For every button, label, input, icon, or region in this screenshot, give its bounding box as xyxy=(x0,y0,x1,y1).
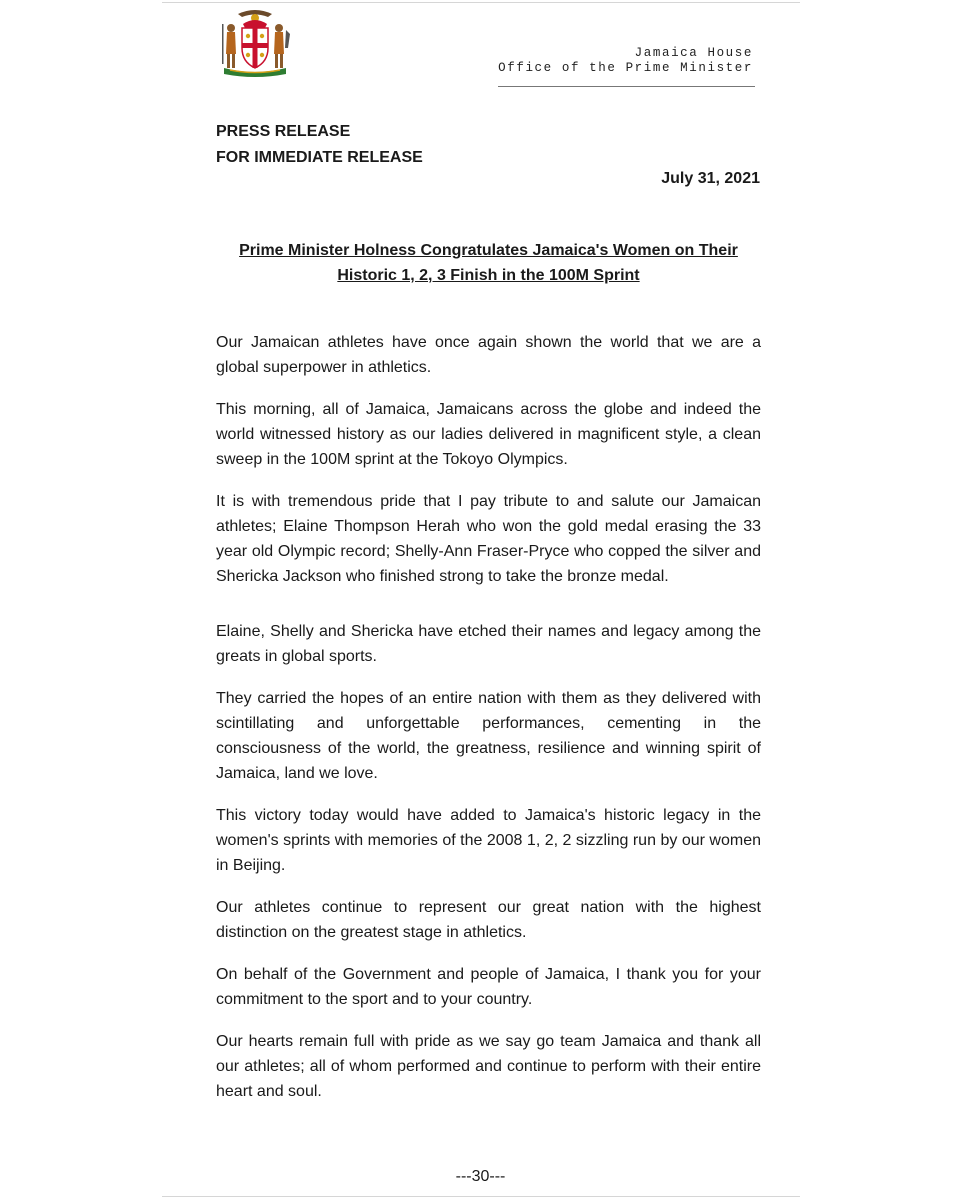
letterhead-line-2: Office of the Prime Minister xyxy=(498,61,753,75)
release-body xyxy=(216,330,761,1121)
paragraph: This morning, all of Jamaica, Jamaicans across the globe and indeed the world witnessed history as our ladies delivered in magnificent style, a clean sweep in the 100M sprint at the Tokoyo Olympics. xyxy=(216,401,761,468)
paragraph: Our Jamaican athletes have once again shown the world that we are a global superpower in athletics. xyxy=(216,334,761,376)
headline xyxy=(216,238,761,288)
headline-line-1: Prime Minister Holness Congratulates Jamaica's Women on Their xyxy=(239,242,738,259)
jamaica-coat-of-arms-icon xyxy=(216,4,294,78)
paragraph: Elaine, Shelly and Shericka have etched their names and legacy among the greats in global sports. xyxy=(216,623,761,665)
letterhead-line-1: Jamaica House xyxy=(634,46,753,60)
paragraph: Our hearts remain full with pride as we say go team Jamaica and thank all our athletes; all of whom performed and continue to perform with their entire heart and soul. xyxy=(216,1033,761,1100)
page-top-border xyxy=(162,2,800,3)
release-labels xyxy=(216,119,423,171)
press-release-label: PRESS RELEASE xyxy=(216,123,351,140)
paragraph: On behalf of the Government and people of Jamaica, I thank you for your commitment to the sport and to your country. xyxy=(216,966,761,1008)
paragraph: They carried the hopes of an entire nation with them as they delivered with scintillating and unforgettable performances, cementing in the consciousness of the world, the greatness, resilience and winning spirit of Jamaica, land we love. xyxy=(216,690,761,782)
paragraph: Our athletes continue to represent our great nation with the highest distinction on the greatest stage in athletics. xyxy=(216,899,761,941)
immediate-release-label: FOR IMMEDIATE RELEASE xyxy=(216,149,423,166)
end-mark: ---30--- xyxy=(455,1168,506,1185)
letterhead xyxy=(498,46,753,76)
release-date: July 31, 2021 xyxy=(661,170,760,187)
page-bottom-border xyxy=(162,1196,800,1197)
headline-line-2: Historic 1, 2, 3 Finish in the 100M Sprint xyxy=(337,267,640,284)
letterhead-rule xyxy=(498,86,755,87)
paragraph: This victory today would have added to Jamaica's historic legacy in the women's sprints with memories of the 2008 1, 2, 2 sizzling run by our women in Beijing. xyxy=(216,807,761,874)
paragraph: It is with tremendous pride that I pay tribute to and salute our Jamaican athletes; Elaine Thompson Herah who won the gold medal erasing the 33 year old Olympic record; Shelly-Ann Fraser-Pryce who copped the silver and Shericka Jackson who finished strong to take the bronze medal. xyxy=(216,493,761,585)
